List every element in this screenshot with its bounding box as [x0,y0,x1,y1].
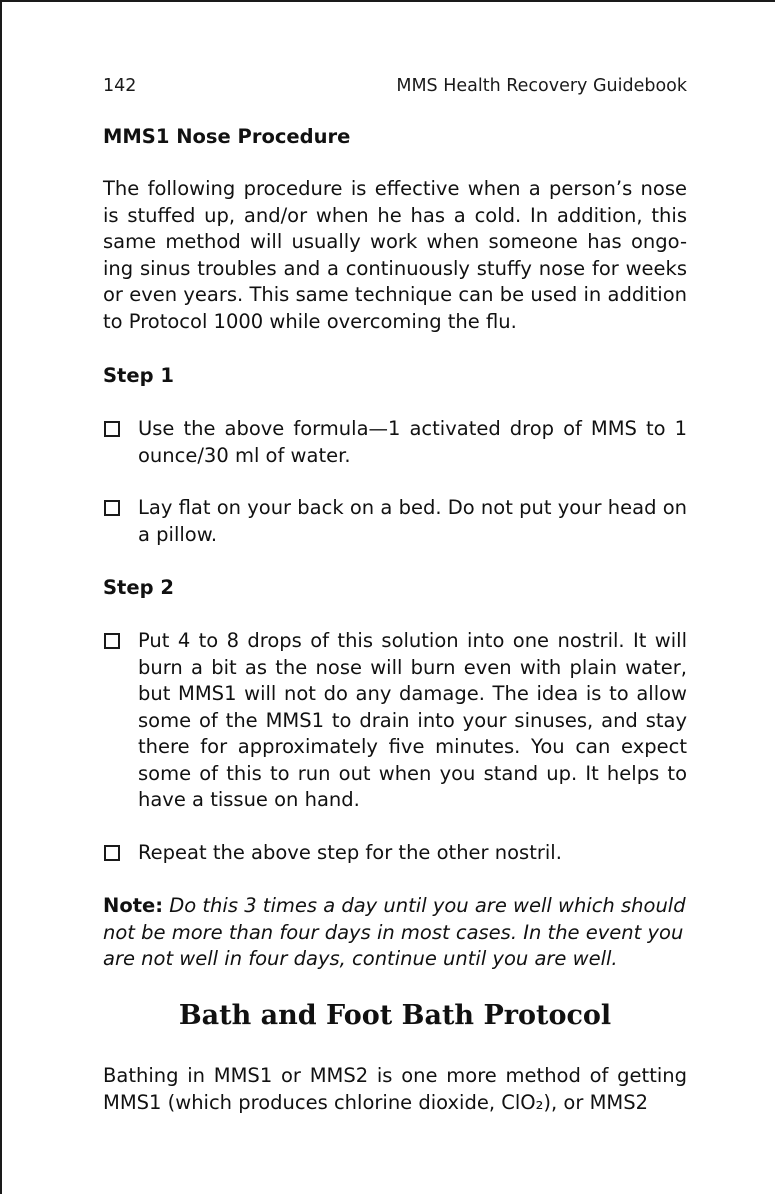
checklist-item [103,416,687,469]
note-paragraph [103,893,687,973]
checkbox-icon [104,845,120,861]
checklist-item-text: Lay flat on your back on a bed. Do not put your head on a pillow. [138,496,687,546]
checklist-item-text: Use the above formula—1 activated drop of MMS to 1 ounce/30 ml of water. [138,417,687,467]
page-number: 142 [103,76,137,96]
note-label: Note: [103,894,164,917]
checklist-item [103,628,687,814]
bath-section-title: Bath and Foot Bath Protocol [178,1000,612,1031]
note-text: Do this 3 times a day until you are well which should not be more than four days in most cases. In the event you are not well in four days, continue until you are well. [103,894,686,970]
bath-paragraph: Bathing in MMS1 or MMS2 is one more method of getting MMS1 (which produces chlorine dioxide, ClO₂), or MMS2 [103,1064,687,1114]
checkbox-icon [104,421,120,437]
checklist-item-text: Repeat the above step for the other nostril. [138,841,562,864]
step-1-heading: Step 1 [103,364,174,387]
section-heading: MMS1 Nose Procedure [103,125,351,148]
book-title: MMS Health Recovery Guidebook [396,76,687,96]
checklist-item [103,495,687,548]
step-2-heading: Step 2 [103,576,174,599]
running-header [103,74,687,98]
checkbox-icon [104,500,120,516]
intro-paragraph: The following procedure is effective when a person’s nose is stuffed up, and/or when he has a cold. In addition, this same method will usually work when someone has ongo-ing sinus troubles and a continuously stuffy nose for weeks or even years. This same technique can be used in addition to Protocol 1000 while overcoming the flu. [103,177,687,333]
checklist-item [103,840,687,867]
checklist-item-text: Put 4 to 8 drops of this solution into one nostril. It will burn a bit as the nose will burn even with plain water, but MMS1 will not do any damage. The idea is to allow some of the MMS1 to drain into your sinuses, and stay there for approximately five minutes. You can expect some of this to run out when you stand up. It helps to have a tissue on hand. [138,629,687,811]
checkbox-icon [104,633,120,649]
